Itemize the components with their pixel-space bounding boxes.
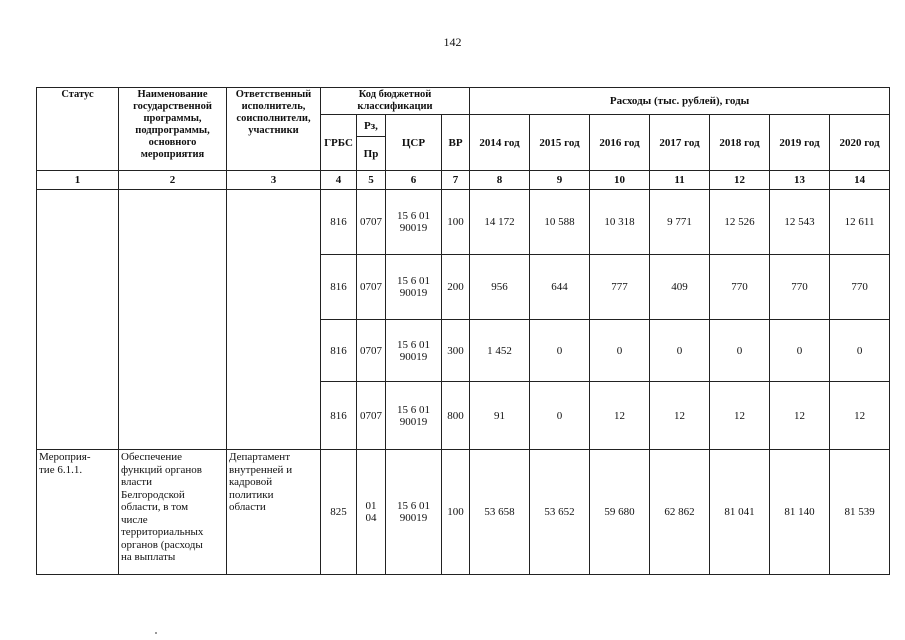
name-line: Обеспечение	[121, 451, 182, 463]
grbs-cell: 816	[321, 382, 357, 450]
value-cell: 0	[650, 320, 710, 382]
name-line: на выплаты	[121, 551, 176, 563]
csr-cell	[386, 320, 442, 382]
value-cell: 12	[830, 382, 890, 450]
value-cell: 12 526	[710, 190, 770, 255]
value-cell: 81 140	[770, 450, 830, 575]
column-number: 9	[530, 171, 590, 190]
value-cell: 0	[710, 320, 770, 382]
executor-cell	[227, 190, 321, 450]
column-number: 14	[830, 171, 890, 190]
budget-table	[36, 87, 890, 575]
name-line: власти	[121, 476, 152, 488]
csr-line: 15 6 01	[397, 403, 430, 416]
header-name: Наименование государственной программы, подпрограммы, основного мероприятия	[119, 88, 227, 171]
column-number: 1	[37, 171, 119, 190]
executor-line: кадровой	[229, 476, 273, 488]
header-vr: ВР	[442, 115, 470, 171]
value-cell: 12 611	[830, 190, 890, 255]
column-number: 3	[227, 171, 321, 190]
table-row	[37, 190, 890, 255]
name-line: функций органов	[121, 463, 202, 476]
column-number: 8	[470, 171, 530, 190]
grbs-cell: 816	[321, 255, 357, 320]
value-cell: 1 452	[470, 320, 530, 382]
column-number: 2	[119, 171, 227, 190]
column-number: 5	[357, 171, 386, 190]
grbs-cell: 816	[321, 190, 357, 255]
csr-line: 90019	[399, 350, 428, 363]
value-cell: 10 588	[530, 190, 590, 255]
value-cell: 12	[710, 382, 770, 450]
name-line: Белгородской	[121, 488, 185, 501]
scan-artifact	[155, 632, 157, 634]
header-executor: Ответственный исполнитель, соисполнители, участники	[227, 88, 321, 171]
page-number: 142	[443, 35, 462, 49]
header-year: 2017 год	[650, 115, 710, 171]
header-grbs: ГРБС	[321, 115, 357, 171]
csr-line: 90019	[399, 415, 428, 428]
name-line: области, в том	[121, 501, 189, 513]
value-cell: 0	[530, 382, 590, 450]
csr-line: 15 6 01	[397, 275, 430, 287]
value-cell: 53 652	[530, 450, 590, 575]
value-cell: 9 771	[650, 190, 710, 255]
executor-line: области	[229, 501, 266, 513]
column-number: 7	[442, 171, 470, 190]
grbs-cell: 825	[321, 450, 357, 575]
value-cell: 59 680	[590, 450, 650, 575]
value-cell: 81 539	[830, 450, 890, 575]
value-cell: 770	[710, 255, 770, 320]
vr-cell: 200	[442, 255, 470, 320]
column-number: 6	[386, 171, 442, 190]
rzpr-cell: 0707	[357, 255, 386, 320]
value-cell: 0	[830, 320, 890, 382]
executor-cell	[227, 450, 321, 575]
value-cell: 0	[590, 320, 650, 382]
csr-cell	[386, 450, 442, 575]
name-cell	[119, 450, 227, 575]
value-cell: 409	[650, 255, 710, 320]
value-cell: 62 862	[650, 450, 710, 575]
value-cell: 0	[530, 320, 590, 382]
value-cell: 777	[590, 255, 650, 320]
column-number: 4	[321, 171, 357, 190]
header-year: 2020 год	[830, 115, 890, 171]
csr-line: 15 6 01	[397, 338, 430, 351]
status-cell	[37, 450, 119, 575]
column-number-row	[37, 171, 890, 190]
name-line: числе	[121, 513, 148, 526]
csr-line: 15 6 01	[397, 500, 430, 512]
value-cell: 770	[770, 255, 830, 320]
status-line: тие 6.1.1.	[39, 463, 83, 476]
csr-line: 90019	[399, 287, 428, 299]
header-year: 2015 год	[530, 115, 590, 171]
value-cell: 12 543	[770, 190, 830, 255]
status-line: Мероприя-	[39, 451, 91, 463]
value-cell: 12	[650, 382, 710, 450]
name-cell	[119, 190, 227, 450]
executor-line: политики	[229, 488, 274, 501]
header-pr: Пр	[357, 137, 386, 171]
value-cell: 10 318	[590, 190, 650, 255]
value-cell: 81 041	[710, 450, 770, 575]
header-year: 2018 год	[710, 115, 770, 171]
rzpr-cell: 0707	[357, 190, 386, 255]
csr-cell	[386, 382, 442, 450]
name-line: территориальных	[121, 526, 204, 538]
rzpr-cell: 0707	[357, 382, 386, 450]
rzpr-cell: 0707	[357, 320, 386, 382]
header-csr: ЦСР	[386, 115, 442, 171]
csr-line: 90019	[399, 222, 428, 234]
value-cell: 12	[770, 382, 830, 450]
header-row-1	[37, 88, 890, 115]
executor-line: Департамент	[229, 451, 291, 463]
csr-line: 90019	[399, 512, 428, 524]
rzpr-cell: 01 04	[357, 450, 386, 575]
value-cell: 91	[470, 382, 530, 450]
vr-cell: 800	[442, 382, 470, 450]
vr-cell: 100	[442, 450, 470, 575]
header-status: Статус	[37, 88, 119, 171]
column-number: 10	[590, 171, 650, 190]
vr-cell: 100	[442, 190, 470, 255]
header-expenses: Расходы (тыс. рублей), годы	[470, 88, 890, 115]
header-year: 2019 год	[770, 115, 830, 171]
name-line: органов (расходы	[121, 538, 203, 551]
column-number: 11	[650, 171, 710, 190]
column-number: 13	[770, 171, 830, 190]
value-cell: 956	[470, 255, 530, 320]
table-row	[37, 450, 890, 575]
value-cell: 644	[530, 255, 590, 320]
header-budget-code: Код бюджетной классификации	[321, 88, 470, 115]
value-cell: 12	[590, 382, 650, 450]
header-rz: Рз,	[357, 115, 386, 137]
executor-line: внутренней и	[229, 463, 293, 476]
csr-line: 15 6 01	[397, 210, 430, 222]
value-cell: 770	[830, 255, 890, 320]
value-cell: 53 658	[470, 450, 530, 575]
csr-cell	[386, 255, 442, 320]
csr-cell	[386, 190, 442, 255]
vr-cell: 300	[442, 320, 470, 382]
value-cell: 0	[770, 320, 830, 382]
grbs-cell: 816	[321, 320, 357, 382]
header-year: 2014 год	[470, 115, 530, 171]
status-cell	[37, 190, 119, 450]
header-year: 2016 год	[590, 115, 650, 171]
column-number: 12	[710, 171, 770, 190]
value-cell: 14 172	[470, 190, 530, 255]
